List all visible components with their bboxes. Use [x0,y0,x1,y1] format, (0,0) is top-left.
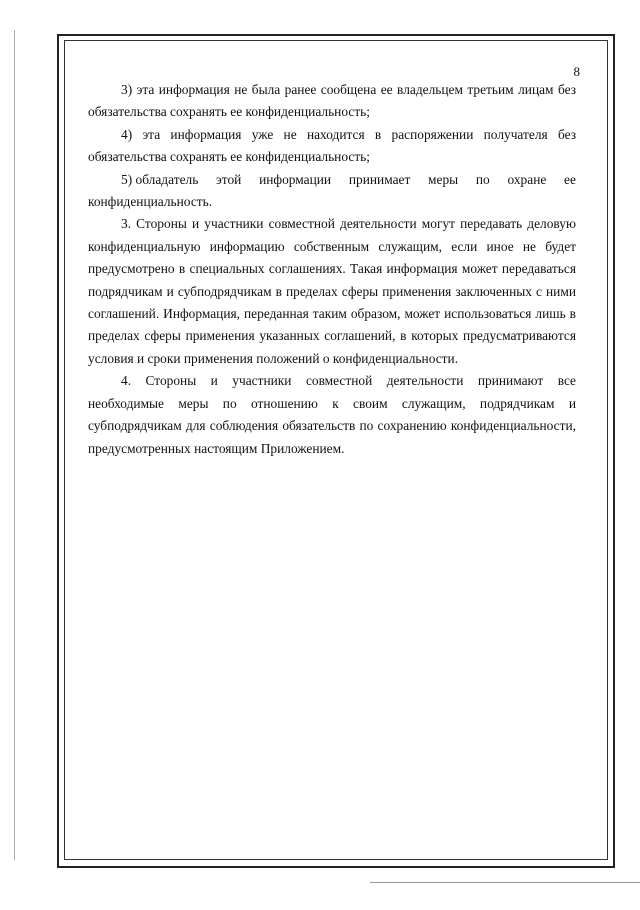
scan-edge-bottom [370,882,640,883]
page-number: 8 [573,64,580,79]
word: информации [259,171,332,187]
word: ее [564,171,576,187]
word: принимает [348,171,411,187]
word: 5) обладатель [121,171,199,187]
document-body [88,79,576,460]
paragraph-item-4: 4) эта информация уже не находится в распоряжении получателя без обязательства сохранять ее конфиденциальность; [88,126,576,165]
paragraph-item-3: 3) эта информация не была ранее сообщена ее владельцем третьим лицам без обязательства сохранять ее конфиденциальность; [88,82,576,120]
word: по [475,171,490,187]
word: этой [216,171,242,187]
paragraph-section-4: 4. Стороны и участники совместной деятельности принимают все необходимые меры по отношению к своим служащим, подрядчикам и субподрядчикам для соблюдения обязательств по сохранению конфиденциальности, предусмотренных настоящим Приложением. [88,373,576,456]
scan-edge-left [14,30,15,860]
paragraph-section-3: 3. Стороны и участники совместной деятельности могут передавать деловую конфиденциальную информацию собственным служащим, если иное не будет предусмотрено в специальных соглашениях. Такая информация может передаваться подрядчикам и субподрядчикам в пределах сферы применения заключенных с ними соглашений. Информация, переданная таким образом, может использоваться лишь в пределах сферы применения указанных соглашений, в которых предусматриваются условия и сроки применения положений о конфиденциальности. [88,216,576,366]
paragraph-item-5-line-1 [88,169,576,191]
word: меры [428,171,459,187]
paragraph-item-5-line-2: конфиденциальность. [88,194,213,210]
word: охране [507,171,547,187]
paragraph-item-5 [88,169,576,214]
